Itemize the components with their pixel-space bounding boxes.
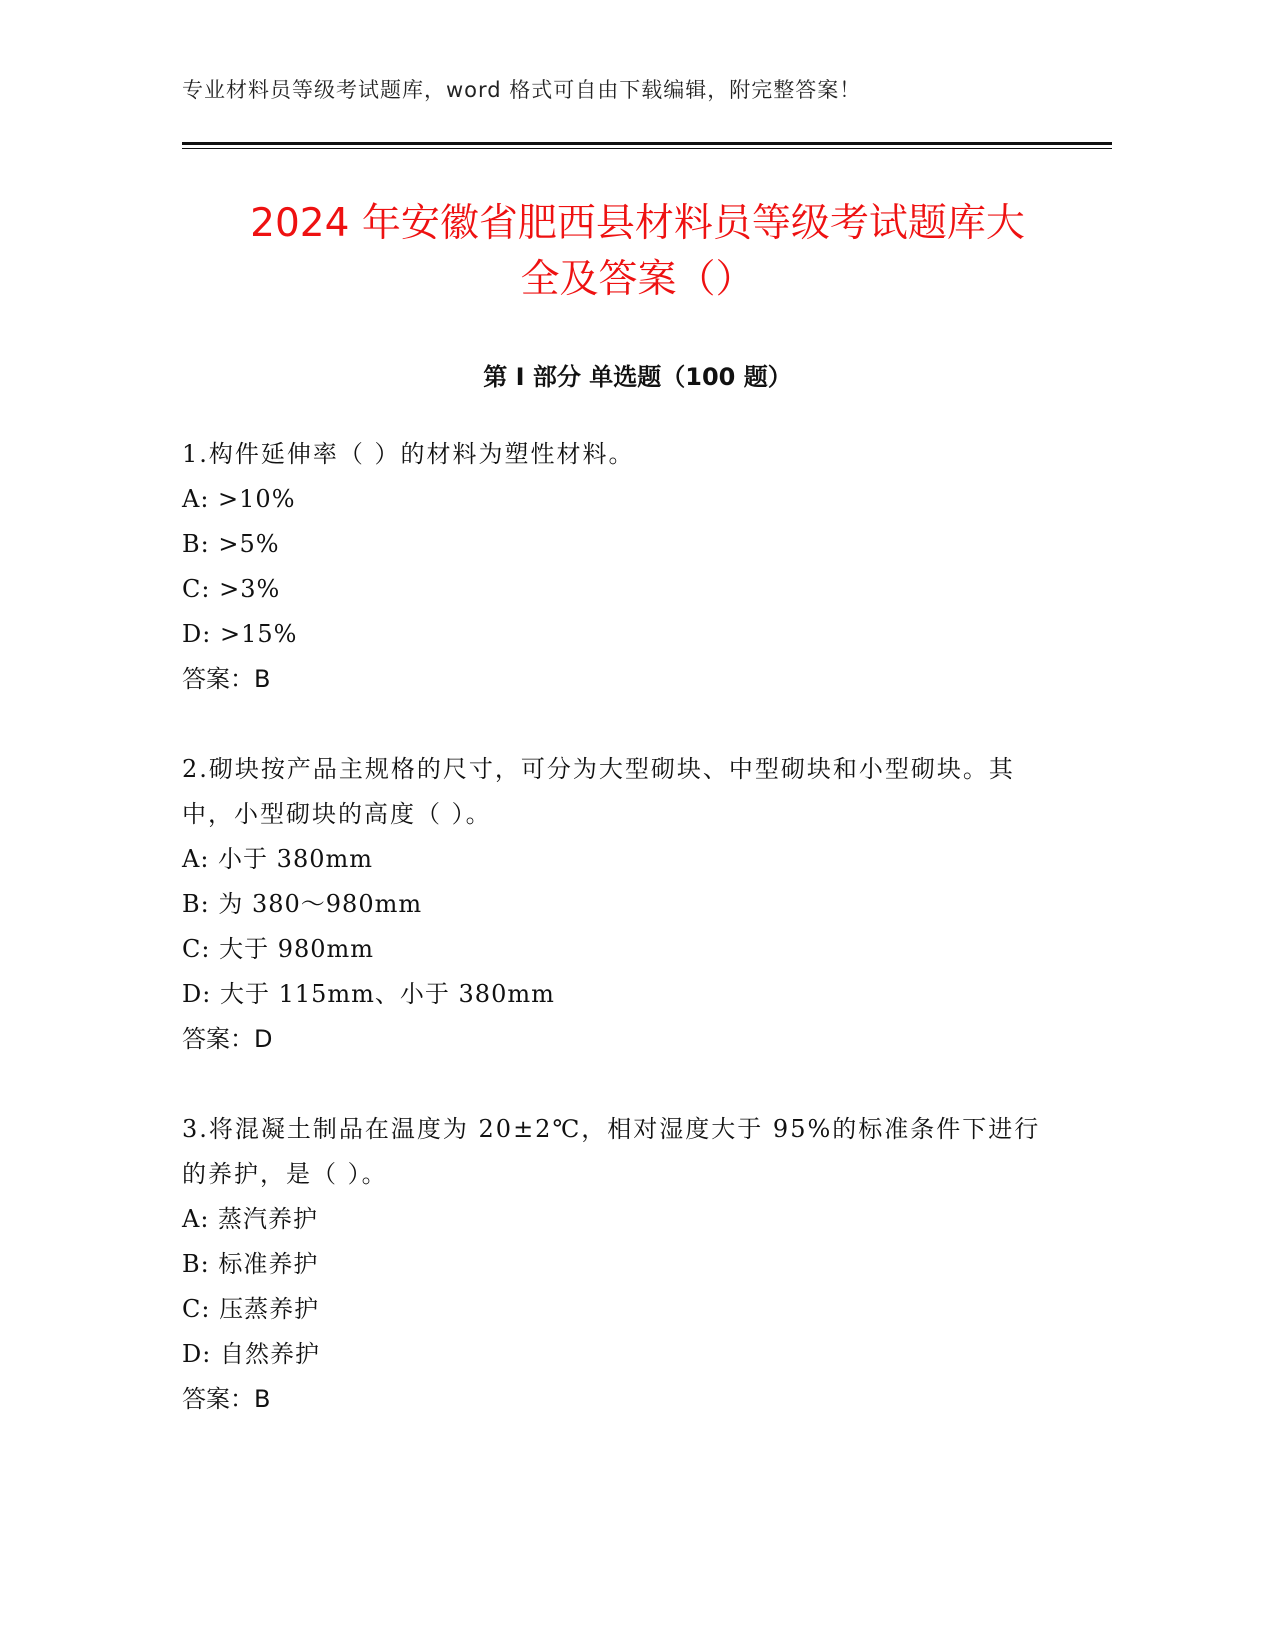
answer: 答案：B — [182, 1385, 271, 1413]
option-b: B: 为 380～980mm — [182, 890, 423, 918]
option-b: B: >5% — [182, 530, 280, 558]
question-list — [182, 432, 1062, 1467]
option-d: D: >15% — [182, 620, 298, 648]
document-title — [160, 196, 1115, 308]
option-a: A: >10% — [182, 485, 296, 513]
document-title-line1: 2024 年安徽省肥西县材料员等级考试题库大 — [250, 201, 1025, 246]
option-c: C: 压蒸养护 — [182, 1295, 320, 1323]
option-d: D: 自然养护 — [182, 1340, 320, 1368]
option-b: B: 标准养护 — [182, 1250, 319, 1278]
question-stem: 1.构件延伸率（ ）的材料为塑性材料。 — [182, 440, 635, 468]
answer: 答案：B — [182, 665, 271, 693]
header-divider-thick — [182, 142, 1112, 145]
question-3 — [182, 1107, 1062, 1422]
option-c: C: 大于 980mm — [182, 935, 375, 963]
question-stem: 3.将混凝土制品在温度为 20±2℃，相对湿度大于 95%的标准条件下进行的养护，是（ ）。 — [182, 1115, 1041, 1188]
question-2 — [182, 747, 1062, 1062]
option-c: C: >3% — [182, 575, 281, 603]
header-divider-thin — [182, 148, 1112, 149]
option-a: A: 蒸汽养护 — [182, 1205, 319, 1233]
section-title: 第 I 部分 单选题（100 题） — [483, 363, 792, 391]
option-a: A: 小于 380mm — [182, 845, 373, 873]
answer: 答案：D — [182, 1025, 273, 1053]
question-1 — [182, 432, 1062, 702]
option-d: D: 大于 115mm、小于 380mm — [182, 980, 555, 1008]
document-title-line2: 全及答案（） — [520, 257, 755, 302]
header-note: 专业材料员等级考试题库，word 格式可自由下载编辑，附完整答案！ — [182, 78, 862, 102]
question-stem: 2.砌块按产品主规格的尺寸，可分为大型砌块、中型砌块和小型砌块。其中，小型砌块的高度（ ）。 — [182, 755, 1015, 828]
